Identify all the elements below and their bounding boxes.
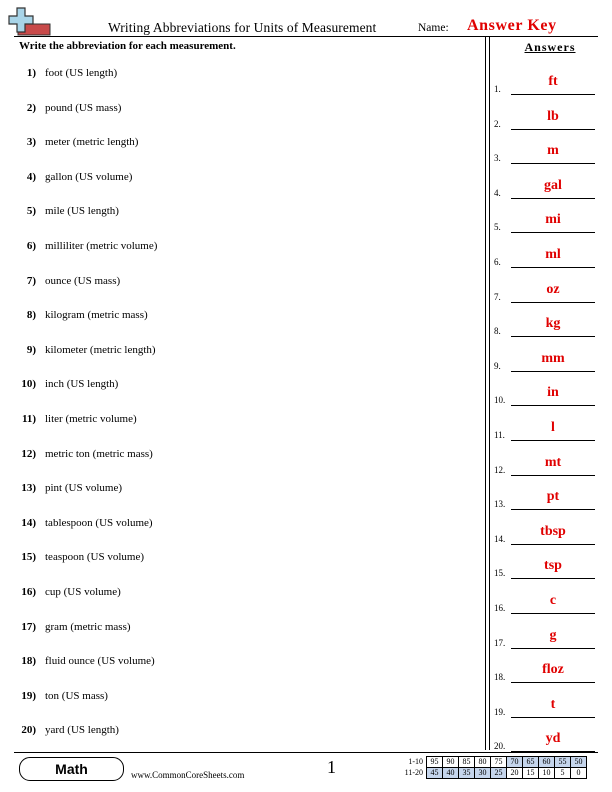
answer-value: mt	[544, 454, 562, 470]
answer-number: 14.	[494, 533, 506, 544]
answer-number: 5.	[494, 222, 501, 233]
answer-number: 12.	[494, 464, 506, 475]
answer-value: kg	[545, 316, 561, 332]
score-cell: 75	[491, 757, 507, 768]
score-cell: 90	[443, 757, 459, 768]
question-number: 16)	[21, 586, 36, 598]
answer-blank-line	[511, 94, 595, 95]
score-table	[399, 756, 587, 779]
question-number: 2)	[26, 101, 36, 114]
answer-blank-line	[511, 405, 595, 406]
answer-blank-line	[511, 232, 595, 233]
score-cell: 45	[427, 768, 443, 779]
answer-item	[494, 74, 599, 99]
score-cell: 20	[507, 768, 523, 779]
question-text: milliliter (metric volume)	[45, 240, 158, 252]
question-number: 10)	[21, 378, 36, 391]
question-text: teaspoon (US volume)	[45, 551, 144, 564]
answer-number: 13.	[494, 499, 506, 510]
question-number: 6)	[26, 240, 36, 252]
answer-number: 15.	[494, 568, 506, 579]
answer-number: 2.	[494, 118, 501, 129]
question-text: liter (metric volume)	[45, 413, 137, 425]
answer-item	[494, 316, 599, 341]
answer-number: 7.	[494, 291, 501, 302]
math-logo-icon	[8, 6, 54, 40]
score-row	[399, 757, 587, 768]
answer-value: pt	[546, 489, 560, 505]
answer-value: tsp	[544, 558, 562, 574]
answer-value: t	[550, 696, 556, 712]
answer-blank-line	[511, 475, 595, 476]
answer-blank-line	[511, 440, 595, 441]
answer-blank-line	[511, 267, 595, 268]
name-label: Name:	[418, 22, 449, 34]
answer-blank-line	[511, 129, 595, 130]
score-cell: 65	[523, 757, 539, 768]
score-range-label: 1-10	[408, 757, 423, 766]
question-text: yard (US length)	[45, 724, 119, 737]
score-cell: 40	[443, 768, 459, 779]
answer-number: 1.	[494, 84, 501, 94]
score-cell: 50	[571, 757, 587, 768]
answers-heading: Answers	[524, 40, 576, 54]
answer-item	[494, 523, 599, 549]
question-number: 7)	[26, 274, 36, 287]
answer-item	[494, 420, 599, 445]
question-text: gram (metric mass)	[45, 620, 131, 633]
answer-number: 17.	[494, 637, 506, 648]
score-cell: 15	[523, 768, 539, 779]
answer-blank-line	[511, 717, 595, 718]
answer-value: in	[547, 385, 559, 401]
website-link[interactable]: www.CommonCoreSheets.com	[131, 770, 245, 780]
answer-number: 11.	[494, 430, 505, 440]
answer-number: 19.	[494, 706, 506, 717]
answer-value: mm	[541, 350, 565, 366]
answer-number: 8.	[494, 326, 501, 337]
answer-item	[494, 177, 599, 203]
worksheet-title: Writing Abbreviations for Units of Measurement	[108, 20, 377, 35]
answer-blank-line	[511, 336, 595, 337]
answer-blank-line	[511, 682, 595, 683]
answer-item	[494, 593, 599, 618]
subject-badge: Math	[19, 757, 124, 781]
question-number: 17)	[21, 620, 36, 633]
question-text: inch (US length)	[45, 378, 119, 391]
answer-item	[494, 212, 599, 237]
answer-item	[494, 350, 599, 376]
score-cell: 10	[539, 768, 555, 779]
answer-value: m	[547, 143, 559, 159]
answer-number: 9.	[494, 360, 501, 371]
answer-value: mi	[545, 212, 561, 228]
answer-item	[494, 489, 599, 514]
answer-blank-line	[511, 578, 595, 579]
answer-value: ml	[545, 247, 561, 262]
question-text: mile (US length)	[45, 205, 119, 218]
question-number: 20)	[21, 724, 36, 737]
answer-value: c	[549, 593, 557, 608]
question-number: 4)	[26, 170, 36, 183]
score-cell: 70	[507, 757, 523, 768]
question-text: gallon (US volume)	[45, 170, 133, 183]
answer-number: 3.	[494, 153, 501, 164]
page-number: 1	[327, 757, 336, 777]
question-text: kilometer (metric length)	[45, 343, 156, 356]
question-text: ounce (US mass)	[45, 274, 121, 287]
answer-value: g	[549, 627, 557, 643]
answer-number: 16.	[494, 603, 506, 613]
answer-item	[494, 558, 599, 583]
question-text: pint (US volume)	[45, 482, 122, 495]
question-number: 13)	[21, 482, 36, 495]
question-text: kilogram (metric mass)	[45, 309, 148, 322]
score-cell: 5	[555, 768, 571, 779]
score-cell: 25	[491, 768, 507, 779]
score-cell: 80	[475, 757, 491, 768]
answer-number: 18.	[494, 672, 506, 683]
question-number: 15)	[21, 551, 36, 564]
question-number: 18)	[21, 655, 36, 668]
score-range-label: 11-20	[404, 768, 423, 777]
answer-value: tbsp	[540, 523, 566, 539]
answer-number: 20.	[494, 741, 506, 752]
answer-blank-line	[511, 371, 595, 372]
answer-number: 6.	[494, 257, 501, 267]
score-cell: 0	[571, 768, 587, 779]
column-divider	[485, 37, 490, 750]
answer-blank-line	[511, 544, 595, 545]
answer-blank-line	[511, 302, 595, 303]
question-number: 12)	[21, 447, 36, 460]
answer-item	[494, 385, 599, 410]
answer-value: floz	[542, 662, 564, 678]
answer-blank-line	[511, 613, 595, 614]
score-row	[399, 768, 587, 779]
answer-number: 10.	[494, 395, 506, 406]
question-number: 14)	[21, 516, 36, 529]
question-text: metric ton (metric mass)	[45, 447, 153, 460]
score-cell: 95	[427, 757, 443, 768]
footer-divider	[14, 752, 598, 753]
header-divider	[14, 36, 598, 37]
answer-value: l	[551, 420, 555, 435]
answer-item	[494, 108, 599, 134]
score-cell: 85	[459, 757, 475, 768]
answer-item	[494, 143, 599, 168]
answer-item	[494, 454, 599, 480]
question-text: fluid ounce (US volume)	[45, 655, 155, 668]
question-number: 1)	[26, 67, 36, 79]
answer-blank-line	[511, 163, 595, 164]
question-text: ton (US mass)	[45, 689, 108, 702]
answer-number: 4.	[494, 187, 501, 198]
answer-blank-line	[511, 648, 595, 649]
answer-value: oz	[546, 281, 560, 297]
answer-item	[494, 662, 599, 687]
question-number: 3)	[26, 136, 36, 149]
instructions: Write the abbreviation for each measurement.	[19, 40, 236, 52]
question-text: tablespoon (US volume)	[45, 516, 153, 529]
answer-blank-line	[511, 198, 595, 199]
answer-item	[494, 696, 599, 722]
answer-item	[494, 627, 599, 653]
answer-value: yd	[545, 731, 561, 747]
answer-value: ft	[548, 74, 558, 89]
score-cell: 30	[475, 768, 491, 779]
question-text: pound (US mass)	[45, 101, 122, 114]
question-number: 5)	[26, 205, 36, 218]
question-number: 8)	[26, 309, 36, 322]
score-cell: 60	[539, 757, 555, 768]
score-cell: 35	[459, 768, 475, 779]
answer-value: lb	[547, 108, 559, 124]
question-number: 19)	[21, 689, 36, 702]
name-value: Answer Key	[467, 17, 557, 34]
answer-item	[494, 281, 599, 307]
answer-blank-line	[511, 509, 595, 510]
question-text: meter (metric length)	[45, 136, 139, 149]
question-text: cup (US volume)	[45, 586, 121, 598]
question-number: 11)	[21, 413, 36, 425]
question-number: 9)	[26, 343, 36, 356]
score-cell: 55	[555, 757, 571, 768]
answer-item	[494, 731, 599, 756]
question-text: foot (US length)	[45, 67, 118, 79]
answer-item	[494, 247, 599, 272]
answer-value: gal	[544, 177, 562, 193]
